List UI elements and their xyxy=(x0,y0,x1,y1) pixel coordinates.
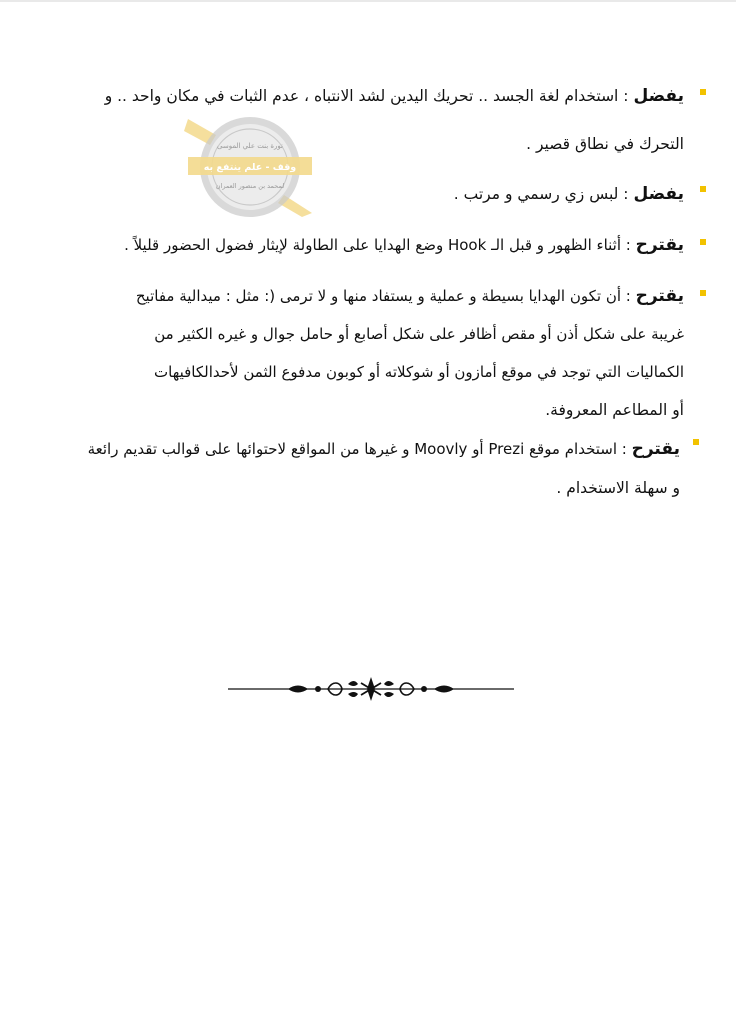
decorative-divider-ornament xyxy=(228,674,514,704)
list-item-4-line-4 xyxy=(545,400,684,420)
list-item-5-line-2 xyxy=(556,478,680,498)
item-keyword: يقترح xyxy=(631,439,680,459)
bullet-marker xyxy=(700,239,706,245)
list-item-3-line-1: يقترح : أثناء الظهور و قبل الـ Hook وضع الهدايا على الطاولة لإيثار فضول الحضور قليلاً . xyxy=(124,235,684,255)
item-keyword: يقترح xyxy=(635,286,684,306)
seal-top-text: نورة بنت علي الموسى xyxy=(217,142,283,150)
item-text: أن تكون الهدايا بسيطة و عملية و يستفاد منها و لا ترمى (: مثل : ميدالية مفاتيح xyxy=(135,287,622,305)
item-text: استخدام موقع Prezi أو Moovly و غيرها من المواقع لاحتوائها على قوالب تقديم رائعة xyxy=(87,440,618,458)
item-keyword: يقترح xyxy=(635,235,684,255)
list-item-1-line-1: يفضل : استخدام لغة الجسد .. تحريك اليدين لشد الانتباه ، عدم الثبات في مكان واحد .. و xyxy=(104,86,684,106)
item-text: و سهلة الاستخدام . xyxy=(556,479,680,497)
item-text: أو المطاعم المعروفة. xyxy=(545,401,684,419)
seal-bottom-text: لمحمد بن منصور العمران xyxy=(215,182,285,190)
item-keyword: يفضل xyxy=(633,86,684,106)
bullet-marker xyxy=(693,439,699,445)
item-text: أثناء الظهور و قبل الـ Hook وضع الهدايا على الطاولة لإيثار فضول الحضور قليلاً . xyxy=(124,236,622,254)
list-item-1-line-2 xyxy=(526,134,684,154)
bullet-marker xyxy=(700,89,706,95)
item-text: الكماليات التي توجد في موقع أمازون أو شوكلاته أو كوبون مدفوع الثمن لأحدالكافيهات xyxy=(154,363,684,381)
list-item-4-line-2 xyxy=(154,324,684,344)
waqf-seal-stamp xyxy=(180,115,320,219)
item-text: استخدام لغة الجسد .. تحريك اليدين لشد الانتباه ، عدم الثبات في مكان واحد .. و xyxy=(104,87,619,105)
list-item-5-line-1: يقترح : استخدام موقع Prezi أو Moovly و غيرها من المواقع لاحتوائها على قوالب تقديم رائعة xyxy=(87,439,680,459)
list-item-4-line-1: يقترح : أن تكون الهدايا بسيطة و عملية و يستفاد منها و لا ترمى (: مثل : ميدالية مفاتيح xyxy=(135,286,684,306)
item-keyword: يفضل xyxy=(633,184,684,204)
item-text: غريبة على شكل أذن أو مقص أظافر على شكل أصابع أو حامل جوال و غيره الكثير من xyxy=(154,325,684,343)
list-item-4-line-3 xyxy=(154,362,684,382)
list-item-2-line-1: يفضل : لبس زي رسمي و مرتب . xyxy=(453,184,684,204)
seal-banner-text: وقف - علم ينتفع به xyxy=(203,162,297,173)
bullet-marker xyxy=(700,290,706,296)
item-text: التحرك في نطاق قصير . xyxy=(526,135,684,153)
bullet-marker xyxy=(700,186,706,192)
item-text: لبس زي رسمي و مرتب . xyxy=(453,185,619,203)
